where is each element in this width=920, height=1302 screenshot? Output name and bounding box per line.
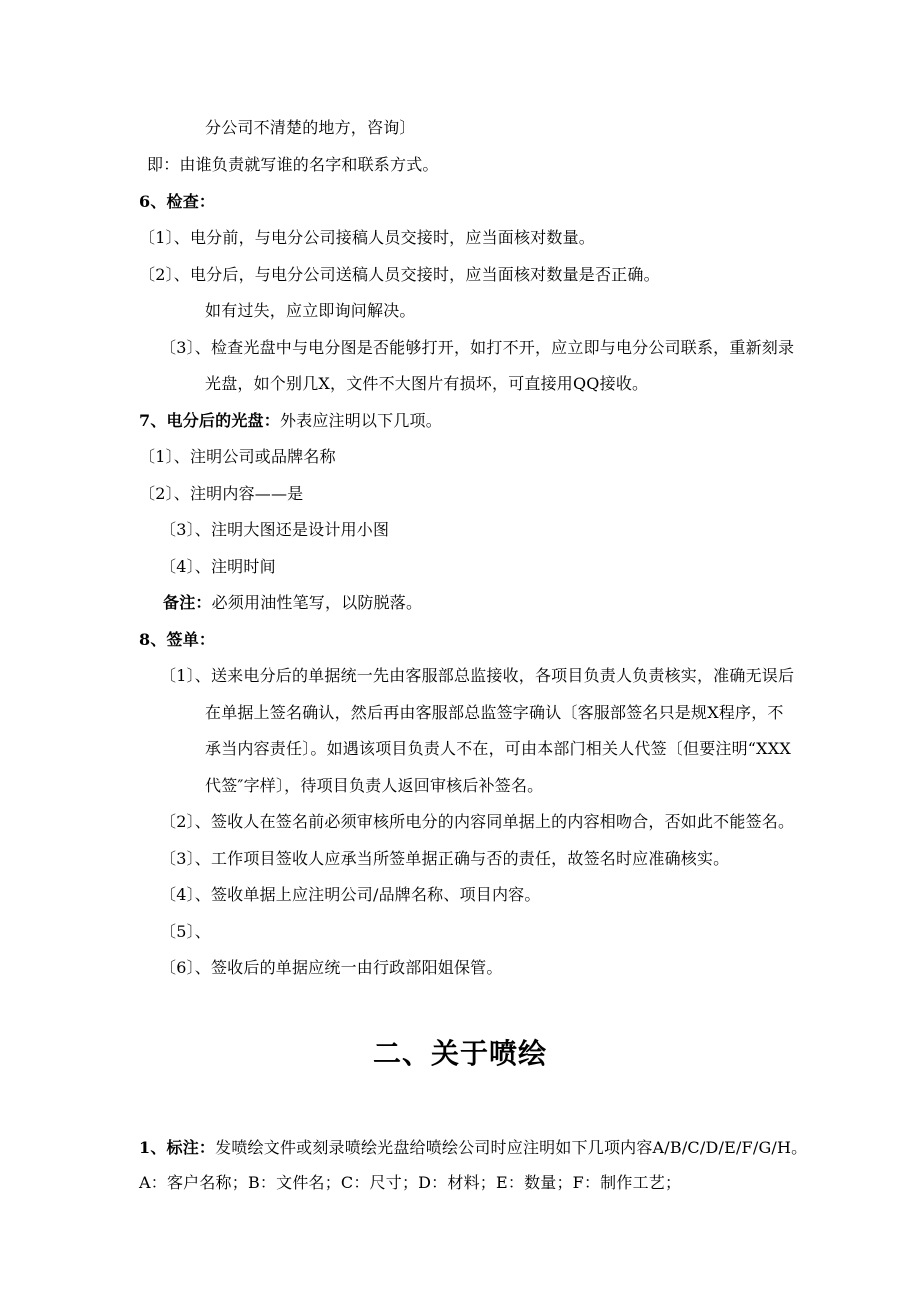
text-line: 即：由谁负责就写谁的名字和联系方式。 <box>147 155 439 174</box>
text-line: 〔2〕、电分后，与电分公司送稿人员交接时，应当面核对数量是否正确。 <box>139 265 660 284</box>
text-line: 分公司不清楚的地方，咨询〕 <box>205 118 416 137</box>
text-line: 〔5〕、 <box>160 922 211 941</box>
section-7-title-rest: 外表应注明以下几项。 <box>279 411 442 430</box>
text-line: 〔3〕、注明大图还是设计用小图 <box>160 520 390 539</box>
text-line: 〔2〕、注明内容——是 <box>139 484 304 503</box>
text-line: 光盘，如个别几X，文件不大图片有损坏，可直接用QQ接收。 <box>205 374 649 393</box>
text-line: 〔1〕、送来电分后的单据统一先由客服部总监接收，各项目负责人负责核实，准确无误后 <box>160 666 795 685</box>
note-line <box>163 592 422 614</box>
text-line: 〔2〕、签收人在签名前必须审核所电分的内容同单据上的内容相吻合，否如此不能签名。 <box>160 812 795 831</box>
label-1-text: 发喷绘文件或刻录喷绘光盘给喷绘公司时应注明如下几项内容A/B/C/D/E/F/G/H。 <box>215 1138 808 1157</box>
label-1-title: 1、标注： <box>139 1138 216 1157</box>
section-6-heading: 6、检查： <box>139 192 216 211</box>
text-line: 〔1〕、注明公司或品牌名称 <box>139 447 336 466</box>
section-heading-2: 二、关于喷绘 <box>372 1037 547 1070</box>
text-line: 〔3〕、检查光盘中与电分图是否能够打开，如打不开，应立即与电分公司联系，重新刻录 <box>160 338 795 357</box>
text-line: 在单据上签名确认，然后再由客服部总监签字确认〔客服部签名只是规X程序，不 <box>205 703 784 722</box>
text-line <box>139 1137 807 1159</box>
text-line: 〔4〕、签收单据上应注明公司/品牌名称、项目内容。 <box>160 885 541 904</box>
text-line: 〔4〕、注明时间 <box>160 557 276 576</box>
text-line: A：客户名称；B：文件名；C：尺寸；D：材料；E：数量；F：制作工艺； <box>139 1173 682 1192</box>
note-text: 必须用油性笔写，以防脱落。 <box>211 593 423 612</box>
text-line: 〔3〕、工作项目签收人应承当所签单据正确与否的责任，故签名时应准确核实。 <box>160 849 730 868</box>
section-7-title: 7、电分后的光盘： <box>139 411 280 430</box>
text-line: 〔6〕、签收后的单据应统一由行政部阳姐保管。 <box>160 958 503 977</box>
text-line: 承当内容责任〕。如遇该项目负责人不在，可由本部门相关人代签〔但要注明“XXX <box>205 739 791 758</box>
text-line: 代签″字样〕，待项目负责人返回审核后补签名。 <box>205 776 544 795</box>
note-label: 备注： <box>163 593 212 612</box>
section-8-heading: 8、签单： <box>139 630 216 649</box>
section-7-heading <box>139 410 442 432</box>
text-line: 〔1〕、电分前，与电分公司接稿人员交接时，应当面核对数量。 <box>139 228 595 247</box>
text-line: 如有过失，应立即询问解决。 <box>205 301 416 320</box>
